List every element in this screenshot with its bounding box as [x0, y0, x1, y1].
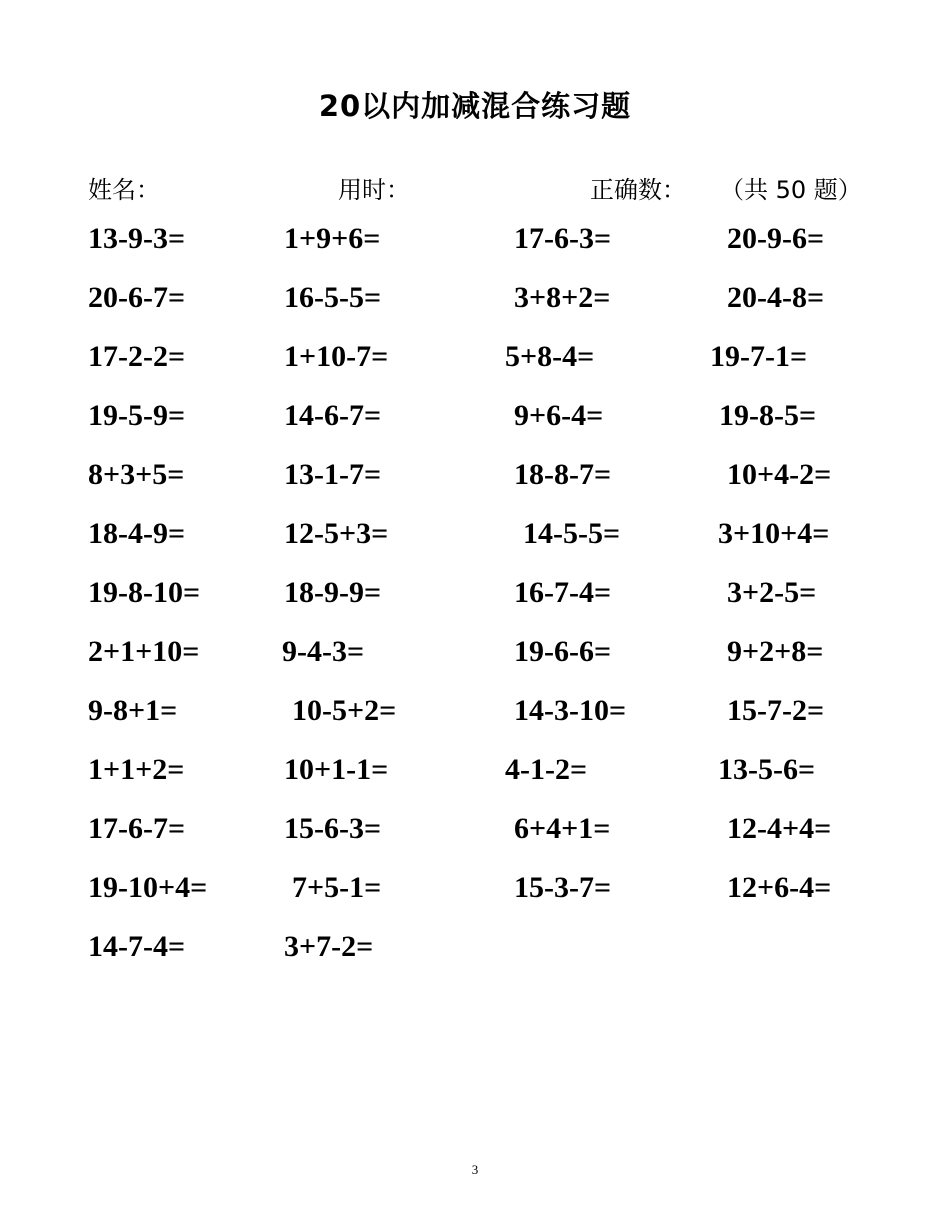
problem: 3+7-2= [284, 930, 374, 963]
problem: 12+6-4= [727, 871, 832, 904]
problem: 6+4+1= [514, 812, 611, 845]
problem: 3+10+4= [718, 517, 830, 550]
correct-count-label: 正确数： [590, 176, 686, 204]
problem: 12-4+4= [727, 812, 832, 845]
problem: 3+8+2= [514, 281, 611, 314]
problem: 20-9-6= [727, 222, 825, 255]
problem: 19-7-1= [710, 340, 808, 373]
problem: 20-4-8= [727, 281, 825, 314]
problem: 3+2-5= [727, 576, 817, 609]
problem: 8+3+5= [88, 458, 185, 491]
problem: 19-8-5= [719, 399, 817, 432]
problem: 2+1+10= [88, 635, 200, 668]
problem: 13-5-6= [718, 753, 816, 786]
problem: 10-5+2= [292, 694, 397, 727]
problem: 17-6-3= [514, 222, 612, 255]
problem: 9-4-3= [282, 635, 365, 668]
problem: 1+10-7= [284, 340, 389, 373]
problem: 14-3-10= [514, 694, 627, 727]
problem: 7+5-1= [292, 871, 382, 904]
problem: 15-3-7= [514, 871, 612, 904]
problem: 18-9-9= [284, 576, 382, 609]
page-number: 3 [471, 1162, 479, 1177]
problem: 17-2-2= [88, 340, 186, 373]
problem: 5+8-4= [505, 340, 595, 373]
problem: 15-7-2= [727, 694, 825, 727]
total-questions-note: （共 50 题） [720, 176, 862, 204]
problem: 17-6-7= [88, 812, 186, 845]
problem: 16-5-5= [284, 281, 382, 314]
problem: 1+9+6= [284, 222, 381, 255]
problem: 19-6-6= [514, 635, 612, 668]
problem: 9+2+8= [727, 635, 824, 668]
problem: 1+1+2= [88, 753, 185, 786]
problem: 19-10+4= [88, 871, 208, 904]
name-label: 姓名： [88, 176, 160, 204]
problem: 13-1-7= [284, 458, 382, 491]
problem: 10+4-2= [727, 458, 832, 491]
problem: 4-1-2= [505, 753, 588, 786]
problem: 15-6-3= [284, 812, 382, 845]
problem: 14-5-5= [523, 517, 621, 550]
problem: 13-9-3= [88, 222, 186, 255]
problem: 14-6-7= [284, 399, 382, 432]
problem: 9-8+1= [88, 694, 178, 727]
problem: 14-7-4= [88, 930, 186, 963]
time-label: 用时： [338, 176, 410, 204]
problem: 19-8-10= [88, 576, 201, 609]
problem: 12-5+3= [284, 517, 389, 550]
problem: 10+1-1= [284, 753, 389, 786]
problem: 20-6-7= [88, 281, 186, 314]
problem: 16-7-4= [514, 576, 612, 609]
problem: 19-5-9= [88, 399, 186, 432]
page-title: 20以内加减混合练习题 [318, 89, 632, 123]
problem: 18-4-9= [88, 517, 186, 550]
problem: 18-8-7= [514, 458, 612, 491]
problem: 9+6-4= [514, 399, 604, 432]
